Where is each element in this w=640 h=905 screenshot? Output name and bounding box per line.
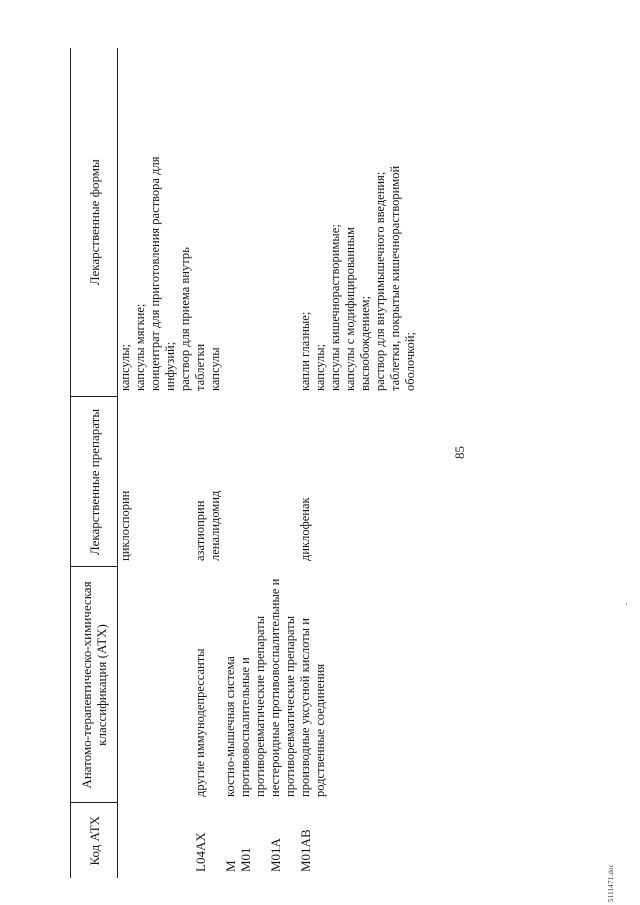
atx-classification: [118, 567, 194, 803]
dosage-form-line: капли глазные;: [298, 311, 312, 391]
dosage-form-line: оболочкой;: [403, 332, 417, 391]
atx-code: M01A: [268, 838, 283, 872]
dosage-form-line: концентрат для приготовления раствора для: [148, 156, 162, 391]
dosage-form-line: инфузий;: [163, 341, 177, 391]
atx-classification: противовоспалительные и противоревматические препараты: [238, 615, 267, 797]
atx-code: L04AX: [193, 832, 208, 872]
atx-classification: [208, 567, 223, 803]
document-id: 5111471.doc: [607, 863, 615, 902]
dosage-form-line: раствор для внутримышечного введения;: [373, 171, 387, 391]
dosage-form-line: капсулы кишечнорастворимые;: [328, 224, 342, 391]
drug-name: [238, 397, 268, 567]
header-code: Код АТХ: [71, 803, 118, 878]
atx-classification: нестероидные противовоспалительные и противоревматические препараты: [268, 578, 297, 797]
dosage-forms: [208, 48, 223, 397]
dosage-form-line: высвобождением;: [358, 295, 372, 391]
dosage-form-line: таблетки, покрытые кишечнорастворимой: [388, 165, 402, 391]
page-number: 85: [452, 446, 467, 459]
dosage-forms: [298, 48, 418, 397]
dosage-form-line: капсулы;: [118, 343, 132, 391]
dosage-form-line: раствор для приема внутрь: [178, 247, 192, 391]
atx-code: [118, 803, 194, 878]
atx-classification: производные уксусной кислоты и родственные соединения: [298, 618, 327, 797]
drug-name: диклофенак: [298, 497, 312, 561]
table-row: [238, 48, 268, 878]
table-row: [193, 48, 208, 878]
atx-code: M01AB: [298, 829, 313, 872]
dosage-form-line: капсулы;: [313, 343, 327, 391]
drug-name: леналидомид: [208, 490, 222, 561]
dosage-forms: [268, 48, 298, 397]
header-drugs: Лекарственные препараты: [71, 397, 118, 567]
header-forms: Лекарственные формы: [71, 48, 118, 397]
dosage-forms: [223, 48, 238, 397]
table-row: [268, 48, 298, 878]
drug-name: [223, 397, 238, 567]
dosage-form-line: таблетки: [193, 343, 207, 391]
dosage-forms: [238, 48, 268, 397]
atx-classification: другие иммунодепрессанты: [193, 648, 207, 797]
drug-name: циклоспорин: [118, 490, 132, 561]
atx-code: M01: [238, 847, 253, 872]
drug-name: [268, 397, 298, 567]
atx-code: [208, 803, 223, 878]
table-row: [118, 48, 194, 878]
table-header-row: [71, 48, 118, 878]
scan-speck: [626, 603, 627, 605]
dosage-form-line: капсулы: [208, 347, 222, 391]
atx-table: [70, 48, 418, 878]
dosage-form-line: капсулы мягкие;: [133, 303, 147, 391]
atx-code: M: [223, 860, 238, 872]
header-classification: Анатомо-терапевтическо-химическая классификация (АТХ): [71, 567, 118, 803]
dosage-form-line: капсулы с модифицированным: [343, 227, 357, 391]
table-row: [208, 48, 223, 878]
table-row: [298, 48, 418, 878]
drug-name: азатиоприн: [193, 500, 207, 561]
dosage-forms: [118, 48, 194, 397]
atx-classification: костно-мышечная система: [223, 656, 237, 797]
table-row: [223, 48, 238, 878]
dosage-forms: [193, 48, 208, 397]
